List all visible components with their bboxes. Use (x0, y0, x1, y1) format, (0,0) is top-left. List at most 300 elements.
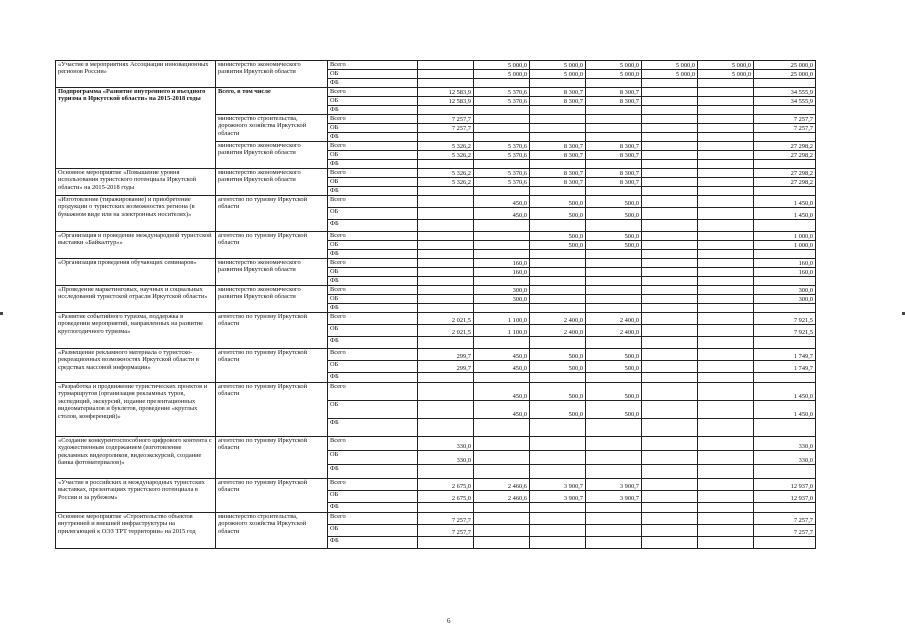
amount-cell (418, 106, 474, 115)
amount-cell (530, 419, 586, 437)
amount-cell: 160,0 (474, 268, 530, 277)
amount-cell (530, 124, 586, 133)
funding-source-cell: ОБ (328, 401, 418, 419)
amount-cell (642, 286, 698, 295)
amount-cell (586, 160, 642, 169)
amount-cell (642, 106, 698, 115)
amount-cell (586, 513, 642, 525)
amount-cell (642, 437, 698, 451)
total-cell: 1 749,7 (754, 361, 816, 373)
executor-cell: Всего, в том числе (216, 88, 328, 115)
amount-cell: 2 021,5 (418, 325, 474, 337)
executor-cell: министерство экономического развития Иркутской области (216, 142, 328, 169)
total-cell: 27 298,2 (754, 142, 816, 151)
amount-cell (642, 277, 698, 286)
amount-cell (418, 250, 474, 259)
amount-cell: 500,0 (530, 232, 586, 241)
amount-cell (698, 313, 754, 325)
total-cell: 1 450,0 (754, 208, 816, 220)
amount-cell: 8 300,7 (530, 151, 586, 160)
funding-source-cell: Всего (328, 142, 418, 151)
amount-cell (642, 325, 698, 337)
amount-cell (586, 419, 642, 437)
amount-cell (530, 160, 586, 169)
amount-cell (698, 277, 754, 286)
amount-cell (586, 286, 642, 295)
amount-cell (418, 286, 474, 295)
funding-source-cell: ФБ (328, 373, 418, 383)
amount-cell: 5 370,6 (474, 88, 530, 97)
measure-name-cell: «Разработка и продвижение туристических проектов и турмаршрутов (организация рекламных туров, экспедиций, экскурсий, издание презентационных видеоматериалов и буклетов, проведение «круглых столов, конференций)» (56, 383, 216, 437)
amount-cell: 2 675,0 (418, 479, 474, 491)
amount-cell: 500,0 (586, 208, 642, 220)
amount-cell: 330,0 (418, 437, 474, 451)
amount-cell (418, 503, 474, 513)
amount-cell: 5 370,6 (474, 97, 530, 106)
executor-cell: агентство по туризму Иркутской области (216, 383, 328, 437)
total-cell: 27 298,2 (754, 169, 816, 178)
amount-cell (586, 537, 642, 549)
amount-cell (642, 160, 698, 169)
amount-cell (698, 465, 754, 479)
funding-source-cell: ФБ (328, 133, 418, 142)
amount-cell (642, 97, 698, 106)
amount-cell (698, 178, 754, 187)
amount-cell (474, 115, 530, 124)
amount-cell (642, 220, 698, 232)
funding-source-cell: ОБ (328, 178, 418, 187)
measure-name-cell: Основное мероприятие «Повышение уровня использования туристского потенциала Иркутской области» на 2015-2018 годы (56, 169, 216, 196)
amount-cell: 450,0 (474, 383, 530, 401)
amount-cell (698, 196, 754, 208)
amount-cell (698, 79, 754, 88)
total-cell (754, 503, 816, 513)
total-cell: 25 000,0 (754, 61, 816, 70)
amount-cell (642, 361, 698, 373)
amount-cell: 2 400,0 (530, 313, 586, 325)
amount-cell (698, 88, 754, 97)
funding-source-cell: Всего (328, 383, 418, 401)
amount-cell (698, 451, 754, 465)
amount-cell: 500,0 (586, 349, 642, 361)
amount-cell: 3 900,7 (530, 491, 586, 503)
amount-cell (642, 124, 698, 133)
amount-cell (474, 79, 530, 88)
amount-cell: 450,0 (474, 349, 530, 361)
amount-cell (418, 220, 474, 232)
amount-cell (530, 268, 586, 277)
amount-cell (698, 373, 754, 383)
page-number: 6 (447, 617, 451, 625)
amount-cell: 8 300,7 (586, 178, 642, 187)
amount-cell: 500,0 (586, 196, 642, 208)
amount-cell (698, 401, 754, 419)
amount-cell (530, 187, 586, 196)
funding-source-cell: ОБ (328, 208, 418, 220)
amount-cell (474, 187, 530, 196)
funding-source-cell: Всего (328, 259, 418, 268)
amount-cell (698, 259, 754, 268)
amount-cell: 3 900,7 (586, 479, 642, 491)
amount-cell (698, 525, 754, 537)
measure-name-cell: «Создание конкурентоспособного цифрового контента с художественным содержанием (изготовление рекламных видеороликов, видеоэкскурсий, создание банка фотоматериалов)» (56, 437, 216, 479)
amount-cell (698, 479, 754, 491)
funding-source-cell: ФБ (328, 250, 418, 259)
measure-name-cell: «Проведение маркетинговых, научных и социальных исследований туристской отрасли Иркутской области» (56, 286, 216, 313)
amount-cell (474, 437, 530, 451)
amount-cell (642, 79, 698, 88)
table-row (56, 513, 816, 525)
measure-name-cell: «Организация проведения обучающих семинаров» (56, 259, 216, 286)
amount-cell (418, 259, 474, 268)
amount-cell: 500,0 (530, 401, 586, 419)
amount-cell (418, 61, 474, 70)
amount-cell (474, 250, 530, 259)
amount-cell (698, 124, 754, 133)
amount-cell (586, 115, 642, 124)
table-row (56, 437, 816, 451)
amount-cell (474, 277, 530, 286)
funding-source-cell: Всего (328, 349, 418, 361)
amount-cell (530, 451, 586, 465)
amount-cell (586, 268, 642, 277)
table-row (56, 383, 816, 401)
amount-cell: 2 021,5 (418, 313, 474, 325)
amount-cell (642, 491, 698, 503)
total-cell: 330,0 (754, 437, 816, 451)
amount-cell: 450,0 (474, 361, 530, 373)
funding-source-cell: ФБ (328, 503, 418, 513)
amount-cell: 1 100,0 (474, 325, 530, 337)
amount-cell (586, 106, 642, 115)
amount-cell (698, 187, 754, 196)
amount-cell (474, 465, 530, 479)
budget-table-body (56, 61, 816, 549)
amount-cell (642, 169, 698, 178)
budget-table (55, 60, 816, 549)
amount-cell (698, 537, 754, 549)
amount-cell (698, 151, 754, 160)
amount-cell (698, 349, 754, 361)
amount-cell: 500,0 (530, 241, 586, 250)
amount-cell (474, 525, 530, 537)
funding-source-cell: ОБ (328, 295, 418, 304)
amount-cell (642, 115, 698, 124)
amount-cell: 2 675,0 (418, 491, 474, 503)
amount-cell: 8 300,7 (586, 142, 642, 151)
amount-cell (530, 525, 586, 537)
amount-cell (698, 513, 754, 525)
amount-cell (474, 160, 530, 169)
amount-cell (418, 208, 474, 220)
amount-cell: 5 370,6 (474, 151, 530, 160)
total-cell (754, 537, 816, 549)
executor-cell: агентство по туризму Иркутской области (216, 313, 328, 349)
total-cell: 7 921,5 (754, 325, 816, 337)
amount-cell (474, 537, 530, 549)
total-cell: 1 000,0 (754, 241, 816, 250)
amount-cell (530, 437, 586, 451)
amount-cell (418, 537, 474, 549)
amount-cell (530, 337, 586, 349)
amount-cell: 8 300,7 (586, 169, 642, 178)
amount-cell (474, 513, 530, 525)
amount-cell: 8 300,7 (586, 88, 642, 97)
amount-cell: 7 257,7 (418, 513, 474, 525)
amount-cell (642, 349, 698, 361)
amount-cell (642, 178, 698, 187)
amount-cell (642, 187, 698, 196)
amount-cell (418, 419, 474, 437)
amount-cell: 500,0 (586, 401, 642, 419)
amount-cell: 299,7 (418, 361, 474, 373)
amount-cell (698, 142, 754, 151)
amount-cell: 5 370,6 (474, 178, 530, 187)
amount-cell (586, 79, 642, 88)
amount-cell: 5 000,0 (474, 70, 530, 79)
amount-cell (642, 133, 698, 142)
total-cell: 1 000,0 (754, 232, 816, 241)
amount-cell: 5 326,2 (418, 142, 474, 151)
amount-cell (642, 465, 698, 479)
amount-cell: 5 000,0 (698, 70, 754, 79)
amount-cell (530, 465, 586, 479)
amount-cell: 450,0 (474, 196, 530, 208)
amount-cell (474, 106, 530, 115)
total-cell (754, 133, 816, 142)
amount-cell (586, 437, 642, 451)
executor-cell: агентство по туризму Иркутской области (216, 232, 328, 259)
amount-cell: 12 583,9 (418, 97, 474, 106)
amount-cell: 5 000,0 (642, 70, 698, 79)
amount-cell: 8 300,7 (586, 97, 642, 106)
funding-source-cell: ФБ (328, 277, 418, 286)
amount-cell: 500,0 (586, 383, 642, 401)
funding-source-cell: ФБ (328, 465, 418, 479)
funding-source-cell: ФБ (328, 79, 418, 88)
amount-cell (586, 337, 642, 349)
executor-cell: министерство строительства, дорожного хозяйства Иркутской области (216, 115, 328, 142)
funding-source-cell: ФБ (328, 337, 418, 349)
amount-cell: 5 000,0 (698, 61, 754, 70)
amount-cell: 160,0 (474, 259, 530, 268)
amount-cell (642, 196, 698, 208)
amount-cell (698, 268, 754, 277)
funding-source-cell: Всего (328, 437, 418, 451)
amount-cell (530, 503, 586, 513)
amount-cell: 8 300,7 (586, 151, 642, 160)
amount-cell: 1 100,0 (474, 313, 530, 325)
funding-source-cell: ФБ (328, 537, 418, 549)
amount-cell: 5 000,0 (642, 61, 698, 70)
amount-cell (586, 250, 642, 259)
amount-cell: 500,0 (586, 232, 642, 241)
amount-cell (698, 286, 754, 295)
total-cell: 1 749,7 (754, 349, 816, 361)
amount-cell (642, 479, 698, 491)
table-row (56, 479, 816, 491)
amount-cell: 12 583,9 (418, 88, 474, 97)
amount-cell (418, 465, 474, 479)
total-cell (754, 419, 816, 437)
amount-cell (642, 208, 698, 220)
amount-cell: 2 400,0 (530, 325, 586, 337)
total-cell (754, 304, 816, 313)
amount-cell (642, 451, 698, 465)
amount-cell (418, 401, 474, 419)
amount-cell (474, 373, 530, 383)
amount-cell: 2 460,6 (474, 491, 530, 503)
amount-cell: 2 460,6 (474, 479, 530, 491)
table-row (56, 313, 816, 325)
amount-cell (642, 313, 698, 325)
table-row (56, 169, 816, 178)
measure-name-cell: «Организация и проведение международной туристской выставки «Байкалтур»» (56, 232, 216, 259)
amount-cell (642, 525, 698, 537)
amount-cell (530, 537, 586, 549)
funding-source-cell: ОБ (328, 268, 418, 277)
measure-name-cell: Подпрограмма «Развитие внутреннего и въездного туризма в Иркутской области» на 2015-2018 годы (56, 88, 216, 169)
amount-cell (642, 241, 698, 250)
executor-cell: министерство экономического развития Иркутской области (216, 169, 328, 196)
amount-cell (698, 295, 754, 304)
amount-cell (418, 277, 474, 286)
funding-source-cell: ОБ (328, 151, 418, 160)
total-cell (754, 277, 816, 286)
amount-cell (418, 196, 474, 208)
amount-cell (642, 259, 698, 268)
amount-cell: 2 400,0 (586, 313, 642, 325)
amount-cell (530, 295, 586, 304)
amount-cell: 5 000,0 (586, 70, 642, 79)
amount-cell (698, 250, 754, 259)
amount-cell (642, 142, 698, 151)
amount-cell (474, 451, 530, 465)
amount-cell: 5 000,0 (586, 61, 642, 70)
total-cell (754, 220, 816, 232)
amount-cell (698, 241, 754, 250)
funding-source-cell: Всего (328, 196, 418, 208)
amount-cell (642, 295, 698, 304)
funding-source-cell: Всего (328, 232, 418, 241)
amount-cell (642, 401, 698, 419)
amount-cell (698, 304, 754, 313)
amount-cell (642, 304, 698, 313)
funding-source-cell: ФБ (328, 220, 418, 232)
amount-cell: 5 370,6 (474, 169, 530, 178)
amount-cell (418, 304, 474, 313)
amount-cell (642, 373, 698, 383)
amount-cell (642, 419, 698, 437)
scan-edge-mark (0, 312, 3, 315)
amount-cell (530, 133, 586, 142)
amount-cell (698, 133, 754, 142)
total-cell (754, 160, 816, 169)
amount-cell (418, 268, 474, 277)
funding-source-cell: Всего (328, 313, 418, 325)
amount-cell (586, 133, 642, 142)
amount-cell (418, 133, 474, 142)
amount-cell (586, 124, 642, 133)
amount-cell: 5 370,6 (474, 142, 530, 151)
total-cell (754, 79, 816, 88)
total-cell (754, 187, 816, 196)
amount-cell (586, 525, 642, 537)
amount-cell (474, 232, 530, 241)
amount-cell (698, 437, 754, 451)
amount-cell: 3 900,7 (530, 479, 586, 491)
funding-source-cell: Всего (328, 115, 418, 124)
total-cell: 34 555,9 (754, 97, 816, 106)
amount-cell: 8 300,7 (530, 169, 586, 178)
total-cell: 160,0 (754, 259, 816, 268)
amount-cell (586, 220, 642, 232)
total-cell: 300,0 (754, 295, 816, 304)
total-cell: 7 921,5 (754, 313, 816, 325)
measure-name-cell: «Участие в мероприятиях Ассоциации инновационных регионов России» (56, 61, 216, 88)
amount-cell (474, 133, 530, 142)
amount-cell (530, 277, 586, 286)
amount-cell: 500,0 (586, 361, 642, 373)
amount-cell (698, 160, 754, 169)
amount-cell (530, 220, 586, 232)
amount-cell: 500,0 (530, 208, 586, 220)
amount-cell (418, 373, 474, 383)
amount-cell (586, 187, 642, 196)
total-cell: 1 450,0 (754, 401, 816, 419)
funding-source-cell: Всего (328, 169, 418, 178)
funding-source-cell: ОБ (328, 70, 418, 79)
amount-cell: 300,0 (474, 286, 530, 295)
table-row (56, 349, 816, 361)
executor-cell: агентство по туризму Иркутской области (216, 349, 328, 383)
total-cell: 27 298,2 (754, 151, 816, 160)
amount-cell (586, 451, 642, 465)
amount-cell: 500,0 (586, 241, 642, 250)
amount-cell (642, 503, 698, 513)
amount-cell (586, 295, 642, 304)
amount-cell (418, 160, 474, 169)
funding-source-cell: ОБ (328, 241, 418, 250)
total-cell: 27 298,2 (754, 178, 816, 187)
amount-cell: 330,0 (418, 451, 474, 465)
total-cell: 300,0 (754, 286, 816, 295)
amount-cell (530, 79, 586, 88)
amount-cell (698, 503, 754, 513)
amount-cell: 5 000,0 (530, 61, 586, 70)
amount-cell (698, 419, 754, 437)
measure-name-cell: «Участие в российских и международных туристских выставках, презентациях туристского потенциала в России и за рубежом» (56, 479, 216, 513)
amount-cell: 7 257,7 (418, 115, 474, 124)
total-cell: 7 257,7 (754, 124, 816, 133)
table-row (56, 232, 816, 241)
funding-source-cell: ОБ (328, 491, 418, 503)
amount-cell (530, 513, 586, 525)
amount-cell (418, 79, 474, 88)
total-cell: 330,0 (754, 451, 816, 465)
total-cell: 1 450,0 (754, 196, 816, 208)
amount-cell (530, 286, 586, 295)
measure-name-cell: «Развитие событийного туризма, поддержка в проведении мероприятий, направленных на развитие круглогодичного туризма» (56, 313, 216, 349)
funding-source-cell: Всего (328, 88, 418, 97)
funding-source-cell: ОБ (328, 97, 418, 106)
measure-name-cell: «Размещение рекламного материала о туристско-рекреационных возможностях Иркутской области в средствах массовой информации» (56, 349, 216, 383)
amount-cell (474, 503, 530, 513)
total-cell: 34 555,9 (754, 88, 816, 97)
amount-cell (698, 325, 754, 337)
measure-name-cell: «Изготовление (тиражирование) и приобретение продукции о туристских возможностях региона (в бумажном виде или на электронных носителях)» (56, 196, 216, 232)
amount-cell (474, 337, 530, 349)
